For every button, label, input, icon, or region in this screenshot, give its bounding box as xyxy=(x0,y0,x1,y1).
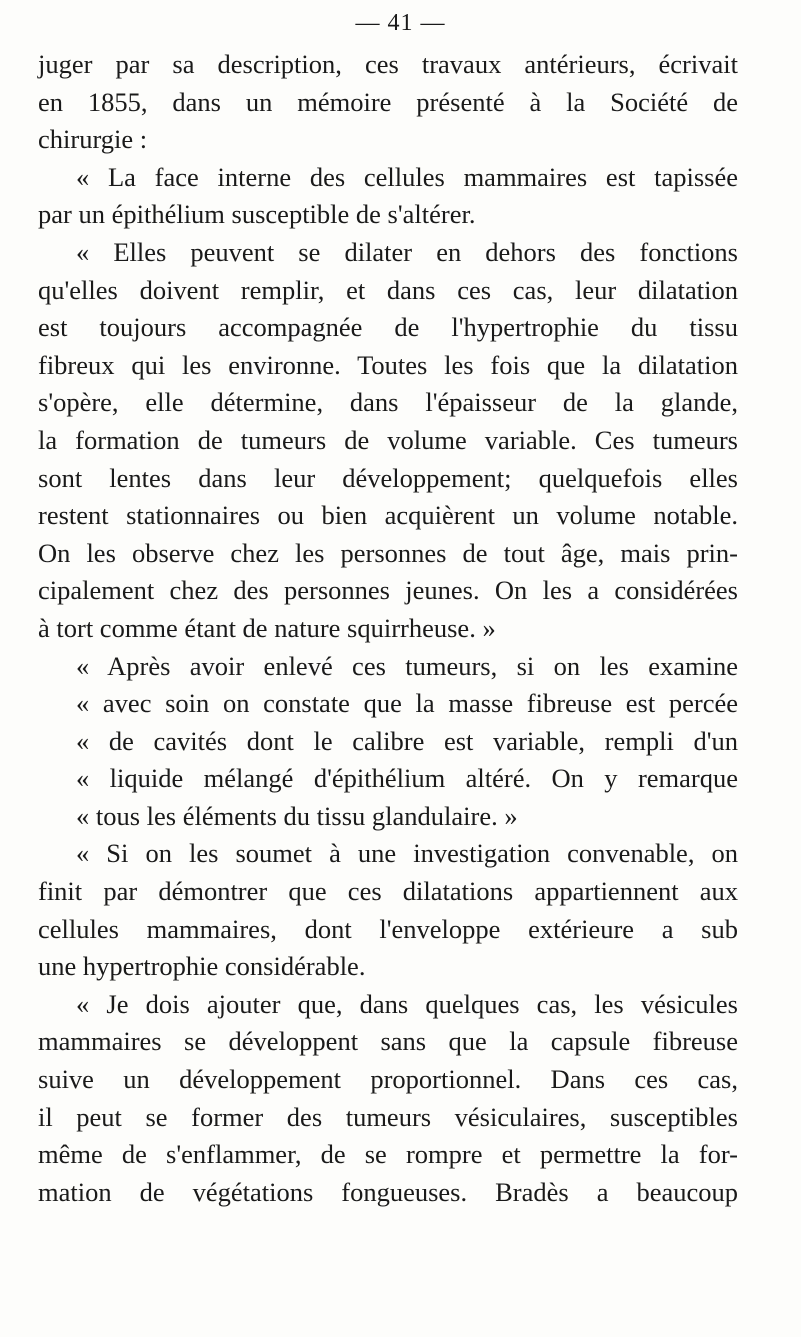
text-line: « Si on les soumet à une investigation convenable, on xyxy=(76,838,738,869)
text-line: cellules mammaires, dont l'enveloppe extérieure a sub xyxy=(38,913,738,944)
text-line: juger par sa description, ces travaux antérieurs, écrivait xyxy=(38,49,738,79)
text-line: « de cavités dont le calibre est variable, rempli d'un xyxy=(76,725,738,756)
text-line: la formation de tumeurs de volume variable. Ces tumeurs xyxy=(38,424,738,455)
text-line: restent stationnaires ou bien acquièrent un volume notable. xyxy=(38,500,738,531)
text-line: On les observe chez les personnes de tout âge, mais prin- xyxy=(38,537,738,568)
text-line: suive un développement proportionnel. Dans ces cas, xyxy=(38,1064,738,1095)
text-line: il peut se former des tumeurs vésiculaires, susceptibles xyxy=(38,1101,738,1132)
page-number: — 41 — xyxy=(355,10,446,36)
text-line: est toujours accompagnée de l'hypertrophie du tissu xyxy=(38,312,738,343)
text-line: sont lentes dans leur développement; quelquefois elles xyxy=(38,462,738,493)
text-line: par un épithélium susceptible de s'altérer. xyxy=(38,199,476,230)
text-line: une hypertrophie considérable. xyxy=(38,951,366,982)
text-line: « avec soin on constate que la masse fibreuse est percée xyxy=(76,688,738,719)
text-line: même de s'enflammer, de se rompre et permettre la for- xyxy=(38,1139,738,1170)
text-line: « Après avoir enlevé ces tumeurs, si on les examine xyxy=(76,650,738,681)
text-line: mation de végétations fongueuses. Bradès a beaucoup xyxy=(38,1176,738,1207)
text-line: fibreux qui les environne. Toutes les fois que la dilatation xyxy=(38,349,738,380)
text-line: « La face interne des cellules mammaires est tapissée xyxy=(76,161,738,192)
body-text xyxy=(38,46,738,1211)
text-line: « liquide mélangé d'épithélium altéré. On y remarque xyxy=(76,763,738,794)
text-line: s'opère, elle détermine, dans l'épaisseur de la glande, xyxy=(38,387,738,418)
text-line: « Elles peuvent se dilater en dehors des fonctions xyxy=(76,236,738,267)
text-line: qu'elles doivent remplir, et dans ces cas, leur dilatation xyxy=(38,274,738,305)
text-line: chirurgie : xyxy=(38,124,148,155)
text-line: « tous les éléments du tissu glandulaire. » xyxy=(76,800,518,831)
text-line: à tort comme étant de nature squirrheuse. » xyxy=(38,612,496,643)
text-line: en 1855, dans un mémoire présenté à la Société de xyxy=(38,86,738,117)
text-line: cipalement chez des personnes jeunes. On les a considérées xyxy=(38,575,738,606)
text-line: mammaires se développent sans que la capsule fibreuse xyxy=(38,1026,738,1057)
text-line: finit par démontrer que ces dilatations appartiennent aux xyxy=(38,876,738,907)
text-line: « Je dois ajouter que, dans quelques cas, les vésicules xyxy=(76,988,738,1019)
